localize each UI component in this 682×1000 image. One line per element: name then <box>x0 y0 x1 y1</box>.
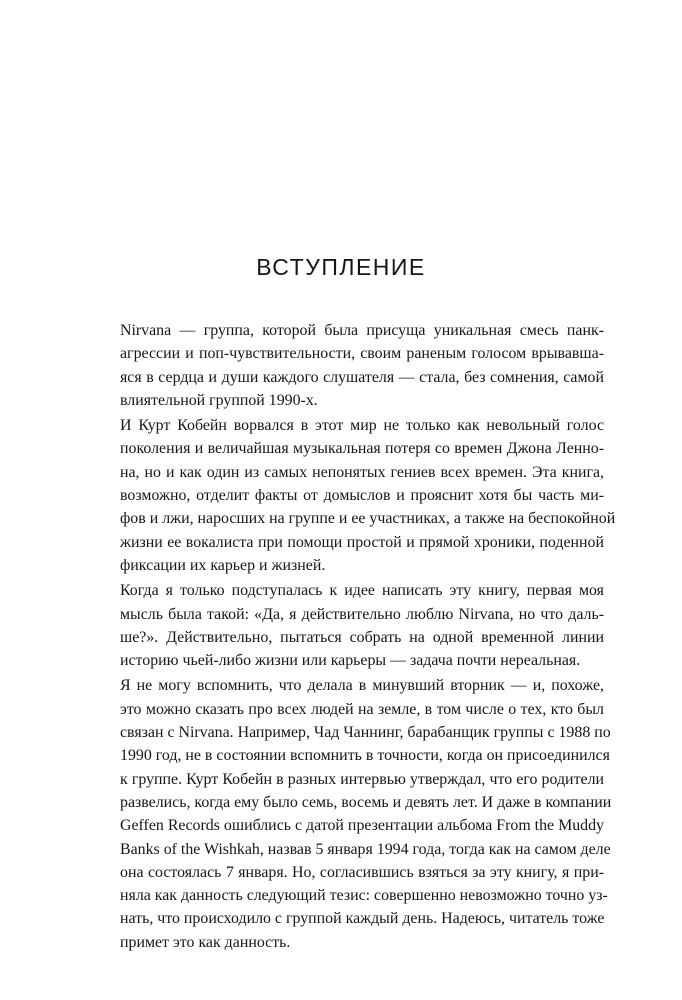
text-line: фиксации их карьер и жизней. <box>120 556 326 574</box>
text-line: влиятельной группой 1990-х. <box>120 391 318 409</box>
paragraph-4 <box>90 674 612 954</box>
text-line: жизни ее вокалиста при помощи простой и прямой хроники, поденной <box>120 533 604 551</box>
text-line: ше?». Действительно, пытаться собрать на одной временной линии <box>120 628 604 646</box>
text-line: Geffen Records ошиблись с датой презентации альбома From the Muddy <box>120 817 604 835</box>
text-line: возможно, отделит факты от домыслов и прояснит хотя бы часть ми- <box>120 487 604 505</box>
text-line: на, но и как один из самых непонятых гениев всех времен. Эта книга, <box>120 463 604 481</box>
text-line: примет это как данность. <box>120 933 291 951</box>
paragraph-3 <box>90 579 604 672</box>
paragraph-2 <box>90 414 616 577</box>
paragraph-1 <box>90 319 604 412</box>
chapter-title: ВСТУПЛЕНИЕ <box>256 254 426 280</box>
text-line: Я не могу вспомнить, что делала в минувший вторник — и, похоже, <box>120 677 604 695</box>
text-line: это можно сказать про всех людей на земле, в том числе о тех, кто был <box>120 700 604 718</box>
text-line: связан с Nirvana. Например, Чад Чаннинг, барабанщик группы с 1988 по <box>120 724 611 742</box>
text-line: мысль была такой: «Да, я действительно люблю Nirvana, но что даль- <box>120 605 604 623</box>
text-line: фов и лжи, наросших на группе и ее участниках, а также на беспокойной <box>120 510 616 528</box>
chapter-body <box>90 319 616 956</box>
text-line: няла как данность следующий тезис: совершенно невозможно точно уз- <box>120 887 608 905</box>
text-line: Nirvana — группа, которой была присуща уникальная смесь панк- <box>120 322 604 339</box>
text-line: агрессии и поп-чувствительности, своим раненым голосом врывавша- <box>120 345 604 363</box>
text-line: поколения и величайшая музыкальная потеря со времен Джона Ленно- <box>120 440 604 458</box>
text-line: И Курт Кобейн ворвался в этот мир не только как невольный голос <box>120 417 604 435</box>
text-line: Когда я только подступалась к идее написать эту книгу, первая моя <box>120 582 604 600</box>
text-line: Banks of the Wishkah, назвав 5 января 1994 года, тогда как на самом деле <box>120 840 611 858</box>
text-line: нать, что происходило с группой каждый день. Надеюсь, читатель тоже <box>120 910 605 928</box>
text-line: историю чьей-либо жизни или карьеры — задача почти нереальная. <box>120 652 581 670</box>
text-line: 1990 год, не в состоянии вспомнить в точности, когда он присоединился <box>120 747 610 765</box>
text-line: к группе. Курт Кобейн в разных интервью утверждал, что его родители <box>120 770 604 788</box>
text-line: яся в сердца и души каждого слушателя — стала, без сомнения, самой <box>120 368 604 386</box>
text-line: развелись, когда ему было семь, восемь и девять лет. И даже в компании <box>120 793 612 811</box>
text-line: она состоялась 7 января. Но, согласившись взяться за эту книгу, я при- <box>120 863 604 881</box>
